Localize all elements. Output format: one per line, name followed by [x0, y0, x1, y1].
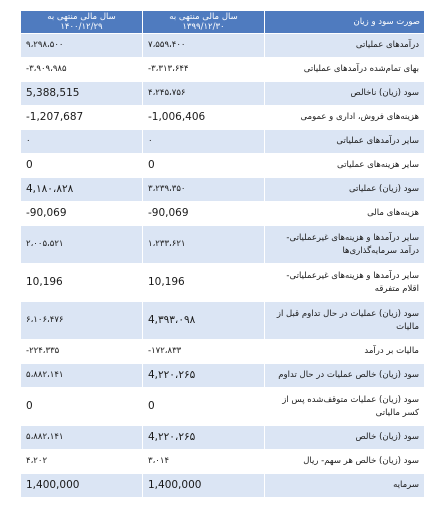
table-row — [21, 302, 425, 340]
row-value-1400: ۲،۰۰۵،۵۲۱ — [21, 226, 143, 264]
table-row — [21, 364, 425, 388]
row-label: هزینه‌های مالی — [265, 202, 425, 226]
table-row — [21, 426, 425, 450]
row-label: هزینه‌های فروش، اداری و عمومی — [265, 106, 425, 130]
row-value-1400: ۵،۸۸۲،۱۴۱ — [21, 364, 143, 388]
row-label: مالیات بر درآمد — [265, 340, 425, 364]
row-value-1399: -۳،۳۱۳،۶۴۴ — [143, 58, 265, 82]
row-value-1400: -90,069 — [21, 202, 143, 226]
table-row — [21, 340, 425, 364]
header-row — [21, 11, 425, 34]
row-value-1399: ۳،۲۳۹،۳۵۰ — [143, 178, 265, 202]
table-row — [21, 82, 425, 106]
row-value-1399: 0 — [143, 154, 265, 178]
row-value-1399: -۱۷۲،۸۳۳ — [143, 340, 265, 364]
row-value-1400: ۹،۲۹۸،۵۰۰ — [21, 34, 143, 58]
table-row — [21, 154, 425, 178]
row-value-1400: -۳،۹۰۹،۹۸۵ — [21, 58, 143, 82]
row-label: سرمایه — [265, 474, 425, 498]
row-value-1399: 4,۲۲۰،۲۶۵ — [143, 364, 265, 388]
row-value-1399: ۴،۲۴۵،۷۵۶ — [143, 82, 265, 106]
row-value-1400: ۰ — [21, 130, 143, 154]
row-label: سایر درآمدها و هزینه‌های غیرعملیاتی- اقلام متفرقه — [265, 264, 425, 302]
table-row — [21, 58, 425, 82]
table-row — [21, 130, 425, 154]
row-value-1399: ۰ — [143, 130, 265, 154]
row-value-1400: ۴،۲۰۲ — [21, 450, 143, 474]
row-label: بهای تمام‌شده درآمدهای عملیاتی — [265, 58, 425, 82]
row-label: سود (زیان) خالص عملیات در حال تداوم — [265, 364, 425, 388]
row-value-1400: ۵،۸۸۲،۱۴۱ — [21, 426, 143, 450]
row-value-1399: 4,۲۲۰،۲۶۵ — [143, 426, 265, 450]
income-statement — [20, 10, 424, 498]
table-row — [21, 226, 425, 264]
row-value-1400: 10,196 — [21, 264, 143, 302]
row-value-1399: -90,069 — [143, 202, 265, 226]
row-value-1400: 1,400,000 — [21, 474, 143, 498]
row-value-1400: 5,388,515 — [21, 82, 143, 106]
row-value-1399: -1,006,406 — [143, 106, 265, 130]
row-label: سود (زیان) عملیات در حال تداوم قبل از مالیات — [265, 302, 425, 340]
row-label: سایر درآمدها و هزینه‌های غیرعملیاتی- درآمد سرمایه‌گذاری‌ها — [265, 226, 425, 264]
row-label: سود (زیان) عملیات متوقف‌شده پس از کسر مالیاتی — [265, 388, 425, 426]
row-value-1399: ۷،۵۵۹،۴۰۰ — [143, 34, 265, 58]
row-value-1399: ۱،۲۳۳،۶۲۱ — [143, 226, 265, 264]
table-row — [21, 474, 425, 498]
row-value-1400: -1,207,687 — [21, 106, 143, 130]
header-col1: سال مالی منتهی به ۱۳۹۹/۱۲/۳۰ — [143, 11, 265, 34]
row-value-1399: 10,196 — [143, 264, 265, 302]
row-label: سود (زیان) عملیاتی — [265, 178, 425, 202]
row-value-1399: ۳،۰۱۴ — [143, 450, 265, 474]
row-label: سایر هزینه‌های عملیاتی — [265, 154, 425, 178]
table-row — [21, 34, 425, 58]
row-value-1399: 1,400,000 — [143, 474, 265, 498]
table-row — [21, 450, 425, 474]
table-row — [21, 178, 425, 202]
row-value-1399: 4,۳۹۳،۰۹۸ — [143, 302, 265, 340]
header-label: صورت سود و زیان — [265, 11, 425, 34]
table-row — [21, 388, 425, 426]
row-label: سود (زیان) خالص — [265, 426, 425, 450]
table-row — [21, 202, 425, 226]
row-label: سود (زیان) ناخالص — [265, 82, 425, 106]
header-col2: سال مالی منتهی به ۱۴۰۰/۱۲/۲۹ — [21, 11, 143, 34]
income-statement-table — [20, 10, 425, 498]
row-label: سود (زیان) خالص هر سهم- ریال — [265, 450, 425, 474]
table-row — [21, 106, 425, 130]
row-value-1400: 4,۱۸۰،۸۲۸ — [21, 178, 143, 202]
row-value-1400: -۲۲۴،۳۳۵ — [21, 340, 143, 364]
row-value-1399: 0 — [143, 388, 265, 426]
row-value-1400: ۶،۱۰۶،۴۷۶ — [21, 302, 143, 340]
row-value-1400: 0 — [21, 154, 143, 178]
row-label: سایر درآمدهای عملیاتی — [265, 130, 425, 154]
table-row — [21, 264, 425, 302]
row-value-1400: 0 — [21, 388, 143, 426]
row-label: درآمدهای عملیاتی — [265, 34, 425, 58]
